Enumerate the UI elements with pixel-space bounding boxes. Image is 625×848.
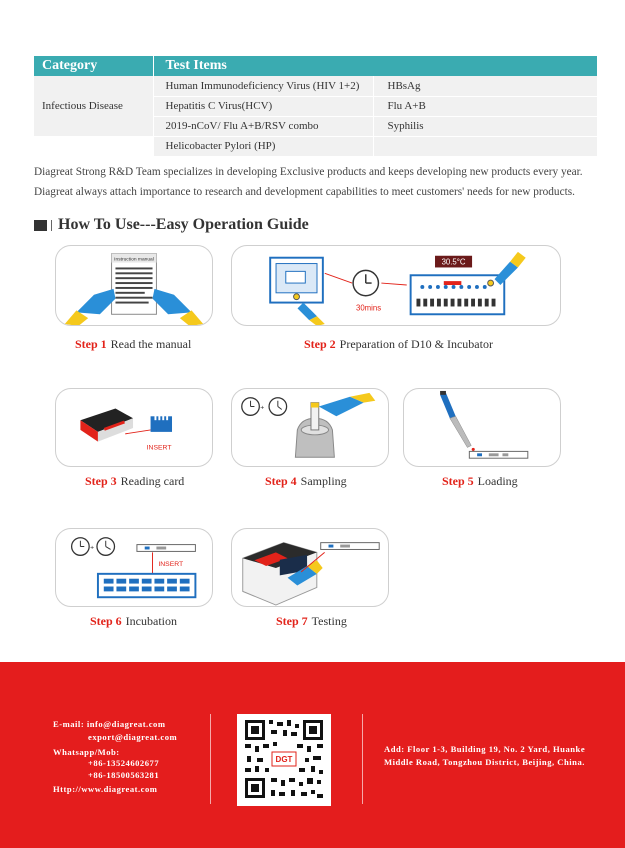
read-manual-image (56, 246, 212, 325)
sampling-image (232, 389, 388, 466)
prepare-incubator-image (232, 246, 560, 325)
manual-title: Instruction manual (114, 257, 154, 263)
email-line-1: E-mail: info@diagreat.com (53, 719, 166, 729)
qr-code (237, 714, 331, 806)
address-line-1: Add: Floor 1-3, Building 19, No. 2 Yard, Huanke (384, 744, 586, 754)
section-title: How To Use---Easy Operation Guide (58, 216, 309, 233)
step-7-caption: Step 7 Testing (276, 614, 347, 628)
step-5-illustration (403, 388, 561, 467)
square-bullet-icon (34, 220, 47, 231)
footer-divider-left (210, 714, 211, 804)
divider (51, 220, 52, 231)
step-5-caption: Step 5 Loading (442, 474, 518, 488)
temperature-readout: 30.5°C (441, 257, 466, 267)
incubation-image (56, 529, 212, 606)
whatsapp-label: Whatsapp/Mob: (53, 747, 120, 757)
section-heading (34, 215, 309, 235)
table-cell: Hepatitis C Virus(HCV) (153, 96, 373, 116)
step-7-illustration (231, 528, 389, 607)
table-row (34, 136, 597, 156)
step-3-caption: Step 3 Reading card (85, 474, 185, 488)
step-1-illustration (55, 245, 213, 326)
category-cell: Infectious Disease (34, 76, 153, 136)
qr-code-image (237, 714, 331, 806)
table-cell: 2019-nCoV/ Flu A+B/RSV combo (153, 116, 373, 136)
step-6-illustration (55, 528, 213, 607)
header-category: Category (34, 56, 153, 76)
table-cell: HBsAg (373, 76, 597, 96)
website-link[interactable]: Http://www.diagreat.com (53, 784, 158, 794)
email-link-1[interactable]: info@diagreat.com (86, 719, 166, 729)
phone-1: +86-13524602677 (88, 758, 160, 768)
step-4-illustration (231, 388, 389, 467)
address-line-2: Middle Road, Tongzhou District, Beijing, China. (384, 757, 585, 767)
svg-text:+: + (260, 404, 265, 412)
table-cell: Human Immunodeficiency Virus (HIV 1+2) (153, 76, 373, 96)
step-1-caption: Step 1 Read the manual (75, 337, 192, 351)
table-row (34, 76, 597, 96)
footer-divider-right (362, 714, 363, 804)
email-link-2[interactable]: export@diagreat.com (88, 732, 178, 742)
qr-logo: DGT (275, 755, 293, 764)
svg-text:+: + (90, 544, 95, 552)
step-4-caption: Step 4 Sampling (265, 474, 347, 488)
step-2-illustration (231, 245, 561, 326)
empty-cell (34, 136, 153, 156)
intro-line-2: Diagreat always attach importance to research and development capabilities to meet customers' needs for new products. (34, 186, 575, 198)
timer-label: 30mins (356, 303, 382, 313)
table-cell: Helicobacter Pylori (HP) (153, 136, 373, 156)
loading-image (404, 389, 560, 466)
step-3-illustration (55, 388, 213, 467)
test-items-table (34, 56, 597, 157)
insert-label: INSERT (146, 444, 172, 452)
table-cell: Flu A+B (373, 96, 597, 116)
insert-label: INSERT (158, 561, 184, 569)
reading-card-image (56, 389, 212, 466)
intro-line-1: Diagreat Strong R&D Team specializes in developing Exclusive products and keeps developing new products every year. (34, 166, 583, 178)
step-2-caption: Step 2 Preparation of D10 & Incubator (304, 337, 493, 351)
phone-2: +86-18500563281 (88, 770, 160, 780)
testing-image (232, 529, 388, 606)
header-test-items: Test Items (153, 56, 597, 76)
step-6-caption: Step 6 Incubation (90, 614, 177, 628)
table-cell (373, 136, 597, 156)
table-header-row (34, 56, 597, 76)
table-cell: Syphilis (373, 116, 597, 136)
